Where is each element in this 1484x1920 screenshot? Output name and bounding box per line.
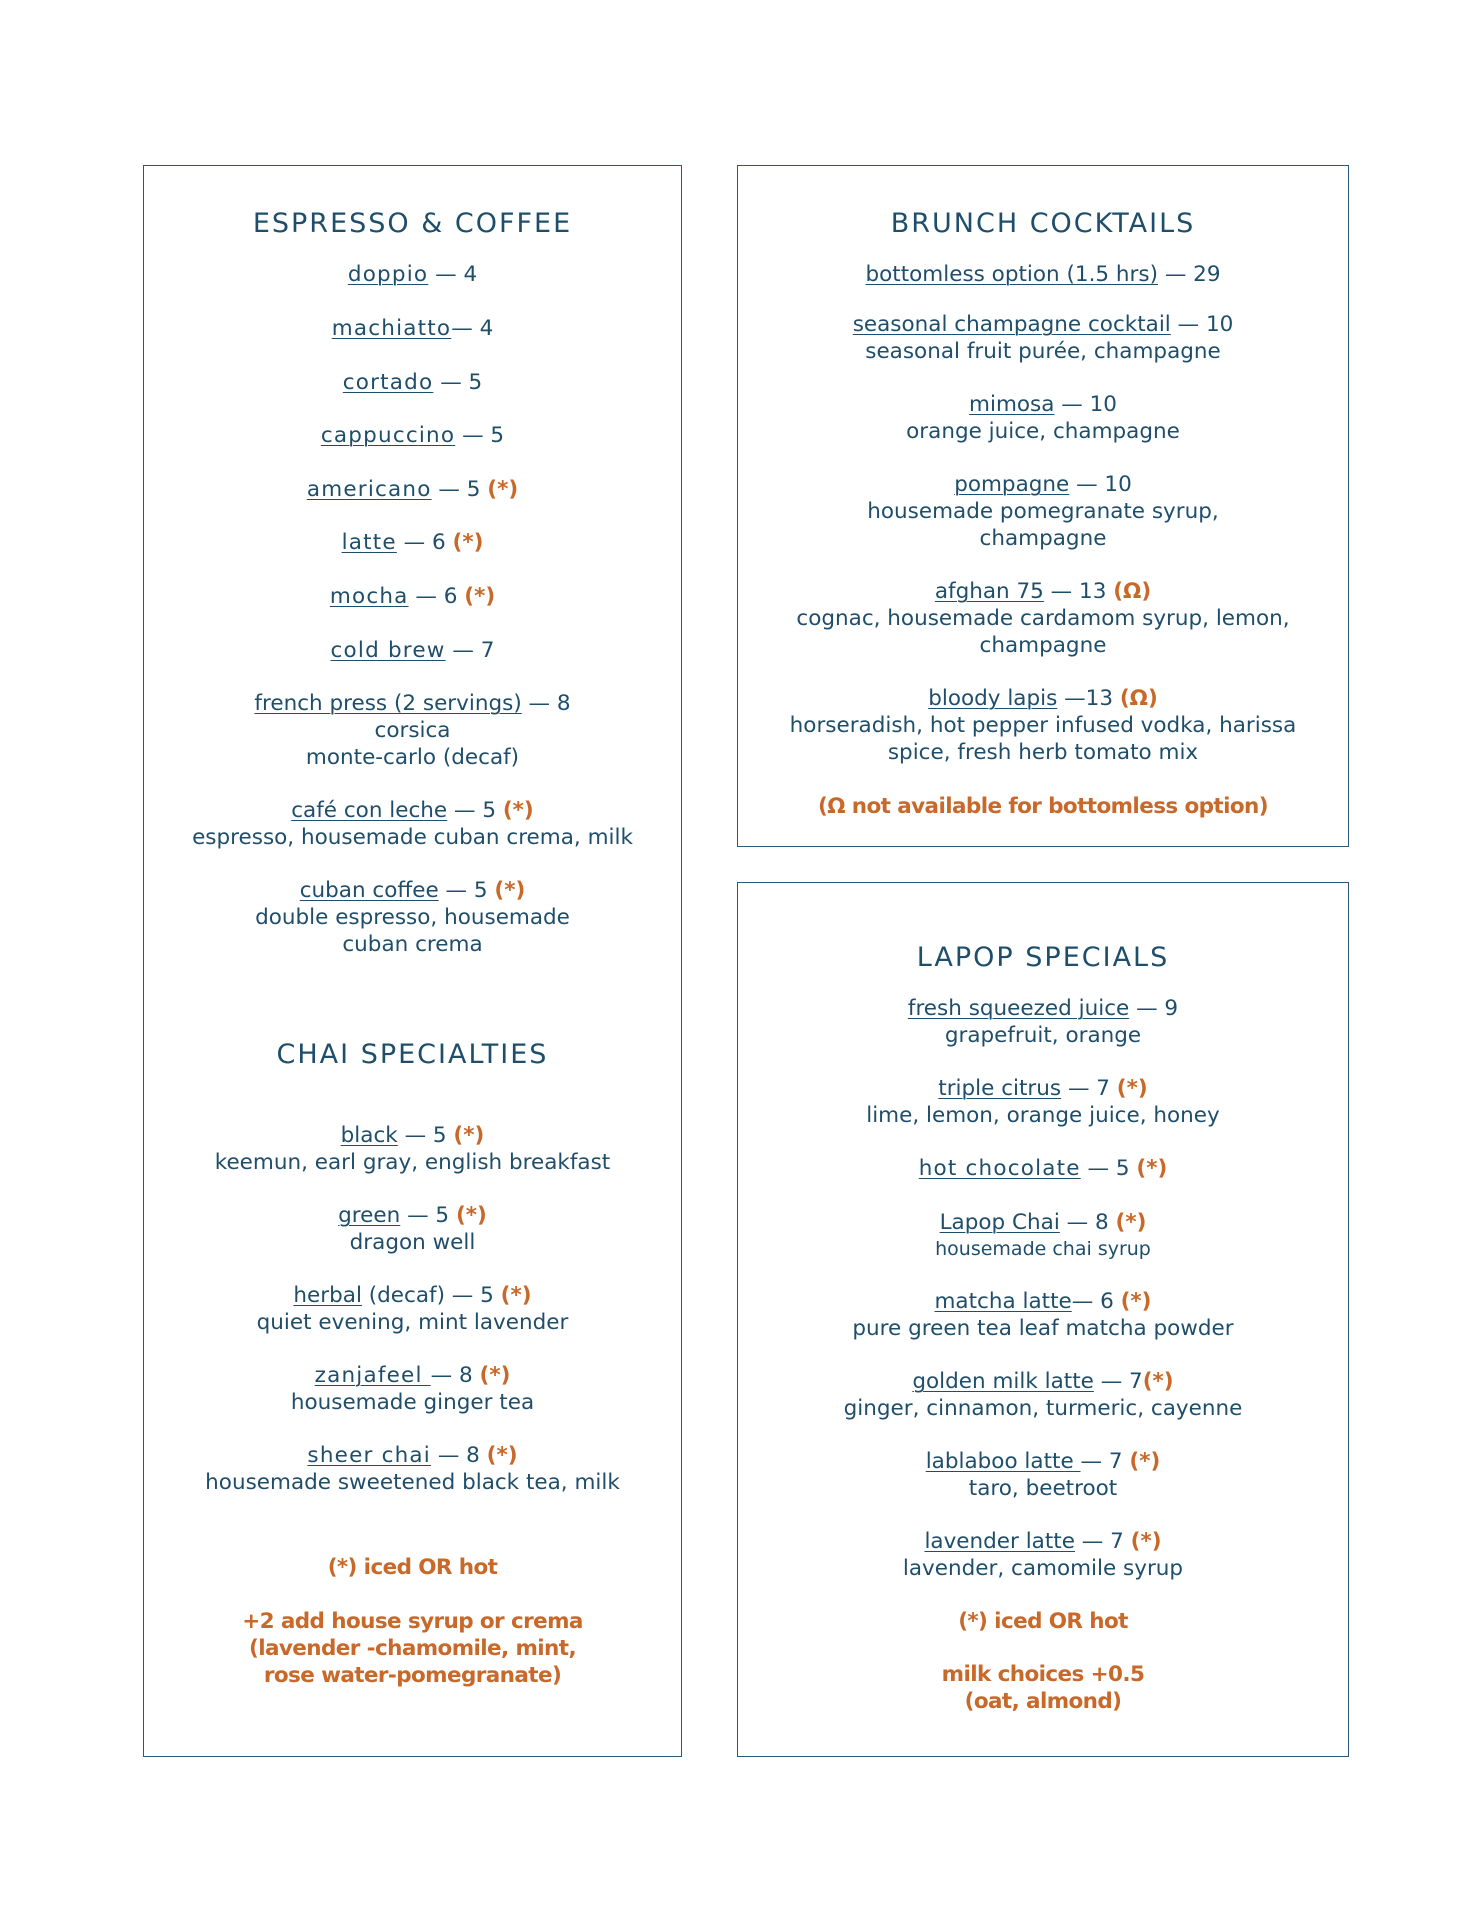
iced-hot-mark: (*) [464, 584, 496, 609]
item-name: mimosa [969, 392, 1055, 417]
iced-hot-mark: (*) [486, 1443, 518, 1468]
not-bottomless-mark: (Ω) [1113, 579, 1152, 604]
item-name: americano [306, 477, 432, 502]
menu-item [144, 690, 681, 771]
item-name: mocha [329, 584, 409, 609]
menu-item [738, 1368, 1348, 1422]
menu-item [738, 1448, 1348, 1502]
iced-hot-mark: (*) [1142, 1369, 1174, 1394]
menu-item [144, 583, 681, 610]
item-price: — 8 [1059, 1210, 1116, 1235]
menu-item [144, 529, 681, 556]
item-name: café con leche [291, 798, 448, 823]
item-price: — 7 [1074, 1529, 1131, 1554]
item-desc: housemade chai syrup [935, 1238, 1151, 1260]
item-price: — 6 [1071, 1289, 1121, 1314]
item-price: — 10 [1054, 392, 1117, 417]
menu-item [144, 797, 681, 851]
lapop-specials-panel [737, 882, 1349, 1757]
item-name: fresh squeezed juice [907, 996, 1130, 1021]
iced-hot-mark: (*) [1120, 1289, 1152, 1314]
iced-hot-mark: (*) [1130, 1529, 1162, 1554]
item-name: cappuccino [320, 423, 456, 448]
item-price: — 7 [1093, 1369, 1143, 1394]
item-price: — 5 [438, 878, 495, 903]
item-desc: double espresso, housemade [255, 905, 570, 930]
menu-item [144, 476, 681, 503]
item-price: — 5 [400, 1203, 456, 1228]
item-desc: corsica [374, 718, 451, 743]
syrup-note-line: (lavender -chamomile, mint, [248, 1636, 577, 1661]
syrup-note [144, 1608, 681, 1689]
item-desc: quiet evening, mint lavender [256, 1310, 569, 1335]
menu-item [144, 422, 681, 449]
syrup-note-line: rose water-pomegranate) [263, 1663, 562, 1688]
item-name: green [338, 1203, 401, 1228]
item-desc: cuban crema [342, 932, 483, 957]
item-name: matcha latte [934, 1289, 1072, 1314]
item-name: golden milk latte [912, 1369, 1094, 1394]
item-price: — 8 [430, 1443, 487, 1468]
menu-item [738, 391, 1348, 445]
iced-hot-mark: (*) [500, 1283, 532, 1308]
item-price: — 7 [1080, 1449, 1130, 1474]
milk-note-line: (oat, almond) [964, 1689, 1122, 1714]
item-name: zanjafeel [314, 1363, 431, 1388]
menu-item [144, 637, 681, 664]
iced-hot-mark: (*) [1115, 1210, 1147, 1235]
iced-hot-mark: (*) [453, 1123, 485, 1148]
iced-hot-mark: (*) [502, 798, 534, 823]
iced-hot-mark: (*) [455, 1203, 487, 1228]
item-desc: champagne [979, 526, 1107, 551]
menu-item [144, 877, 681, 958]
iced-hot-mark: (*) [1116, 1076, 1148, 1101]
menu-item [738, 261, 1348, 288]
item-price: — 8 [430, 1363, 480, 1388]
item-desc: dragon well [349, 1230, 476, 1255]
menu-item [738, 685, 1348, 766]
item-name: bottomless option (1.5 hrs) [865, 262, 1158, 287]
syrup-note-line: +2 add house syrup or crema [242, 1609, 583, 1634]
item-price: — 6 [396, 530, 453, 555]
menu-item [144, 261, 681, 288]
item-name: cortado [342, 370, 434, 395]
iced-hot-note: (*) iced OR hot [327, 1555, 498, 1580]
bottomless-note: (Ω not available for bottomless option) [818, 794, 1268, 819]
item-name: pompagne [954, 472, 1070, 497]
item-desc: housemade sweetened black tea, milk [205, 1470, 620, 1495]
item-desc: ginger, cinnamon, turmeric, cayenne [843, 1396, 1243, 1421]
item-price: — 10 [1170, 312, 1234, 337]
item-desc: housemade pomegranate syrup, [867, 499, 1219, 524]
item-name: seasonal champagne cocktail [852, 312, 1171, 337]
item-desc: taro, beetroot [968, 1476, 1118, 1501]
item-price: —13 [1057, 686, 1120, 711]
chai-heading: CHAI SPECIALTIES [276, 1039, 549, 1070]
item-desc: espresso, housemade cuban crema, milk [192, 825, 633, 850]
item-price: — 4 [451, 316, 494, 341]
menu-item [738, 578, 1348, 659]
item-price: — 5 [397, 1123, 454, 1148]
item-price: — 8 [521, 691, 571, 716]
item-name: cuban coffee [299, 878, 439, 903]
item-name: afghan 75 [934, 579, 1044, 604]
iced-hot-mark: (*) [479, 1363, 511, 1388]
item-desc: orange juice, champagne [906, 419, 1180, 444]
item-desc: lavender, camomile syrup [902, 1556, 1184, 1581]
item-name: bloody lapis [928, 686, 1058, 711]
menu-item [144, 1202, 681, 1256]
menu-item [738, 1528, 1348, 1582]
item-desc: cognac, housemade cardamom syrup, lemon, [796, 606, 1290, 631]
espresso-chai-panel [143, 165, 682, 1757]
specials-heading: LAPOP SPECIALS [916, 942, 1170, 973]
item-price: — 4 [428, 262, 478, 287]
item-desc: spice, fresh herb tomato mix [887, 740, 1199, 765]
milk-note [738, 1661, 1348, 1715]
item-desc: seasonal fruit purée, champagne [865, 339, 1221, 364]
item-desc: lime, lemon, orange juice, honey [866, 1103, 1220, 1128]
iced-hot-mark: (*) [1129, 1449, 1161, 1474]
item-desc: grapefruit, orange [944, 1023, 1142, 1048]
item-name: doppio [347, 262, 429, 287]
iced-hot-mark: (*) [494, 878, 526, 903]
iced-hot-mark: (*) [452, 530, 484, 555]
item-name: lavender latte [924, 1529, 1075, 1554]
item-price: — 9 [1129, 996, 1179, 1021]
item-name: herbal [293, 1283, 362, 1308]
item-name: triple citrus [938, 1076, 1062, 1101]
item-desc: keemun, earl gray, english breakfast [214, 1150, 611, 1175]
menu-item [144, 315, 681, 342]
item-name: hot chocolate [918, 1156, 1081, 1181]
item-price: — 5 [431, 477, 488, 502]
item-price: — 29 [1157, 262, 1221, 287]
iced-hot-mark: (*) [1136, 1156, 1168, 1181]
menu-item [144, 1362, 681, 1416]
item-desc: horseradish, hot pepper infused vodka, harissa [789, 713, 1297, 738]
item-name: latte [341, 530, 397, 555]
milk-note-line: milk choices +0.5 [941, 1662, 1145, 1687]
item-price: — 13 [1043, 579, 1114, 604]
espresso-heading: ESPRESSO & COFFEE [252, 208, 573, 239]
brunch-cocktails-panel [737, 165, 1349, 847]
item-desc: monte-carlo (decaf) [305, 745, 520, 770]
menu-item [738, 471, 1348, 552]
menu-item [738, 995, 1348, 1049]
item-price: — 7 [445, 638, 495, 663]
item-price: — 5 [433, 370, 483, 395]
item-price: — 10 [1069, 472, 1132, 497]
item-price: (decaf) — 5 [361, 1283, 501, 1308]
iced-hot-mark: (*) [487, 477, 519, 502]
iced-hot-note: (*) iced OR hot [958, 1609, 1128, 1634]
menu-item [144, 1442, 681, 1496]
item-name: machiatto [331, 316, 452, 341]
item-desc: champagne [979, 633, 1107, 658]
item-name: black [340, 1123, 398, 1148]
cocktails-heading: BRUNCH COCKTAILS [890, 208, 1196, 239]
item-name: sheer chai [307, 1443, 431, 1468]
item-name: Lapop Chai [939, 1210, 1060, 1235]
item-price: — 5 [455, 423, 505, 448]
item-desc: pure green tea leaf matcha powder [852, 1316, 1234, 1341]
menu-item [738, 311, 1348, 365]
menu-item [144, 1282, 681, 1336]
not-bottomless-mark: (Ω) [1119, 686, 1158, 711]
item-price: — 7 [1061, 1076, 1117, 1101]
item-name: lablaboo latte [925, 1449, 1081, 1474]
item-name: cold brew [330, 638, 446, 663]
item-desc: housemade ginger tea [290, 1390, 535, 1415]
item-price: — 5 [1080, 1156, 1137, 1181]
menu-item [144, 1122, 681, 1176]
menu-item [738, 1288, 1348, 1342]
item-price: — 5 [447, 798, 503, 823]
item-name: french press (2 servings) [254, 691, 522, 716]
item-price: — 6 [408, 584, 465, 609]
menu-item [738, 1209, 1348, 1263]
menu-item [738, 1075, 1348, 1129]
menu-item [738, 1155, 1348, 1182]
menu-item [144, 369, 681, 396]
